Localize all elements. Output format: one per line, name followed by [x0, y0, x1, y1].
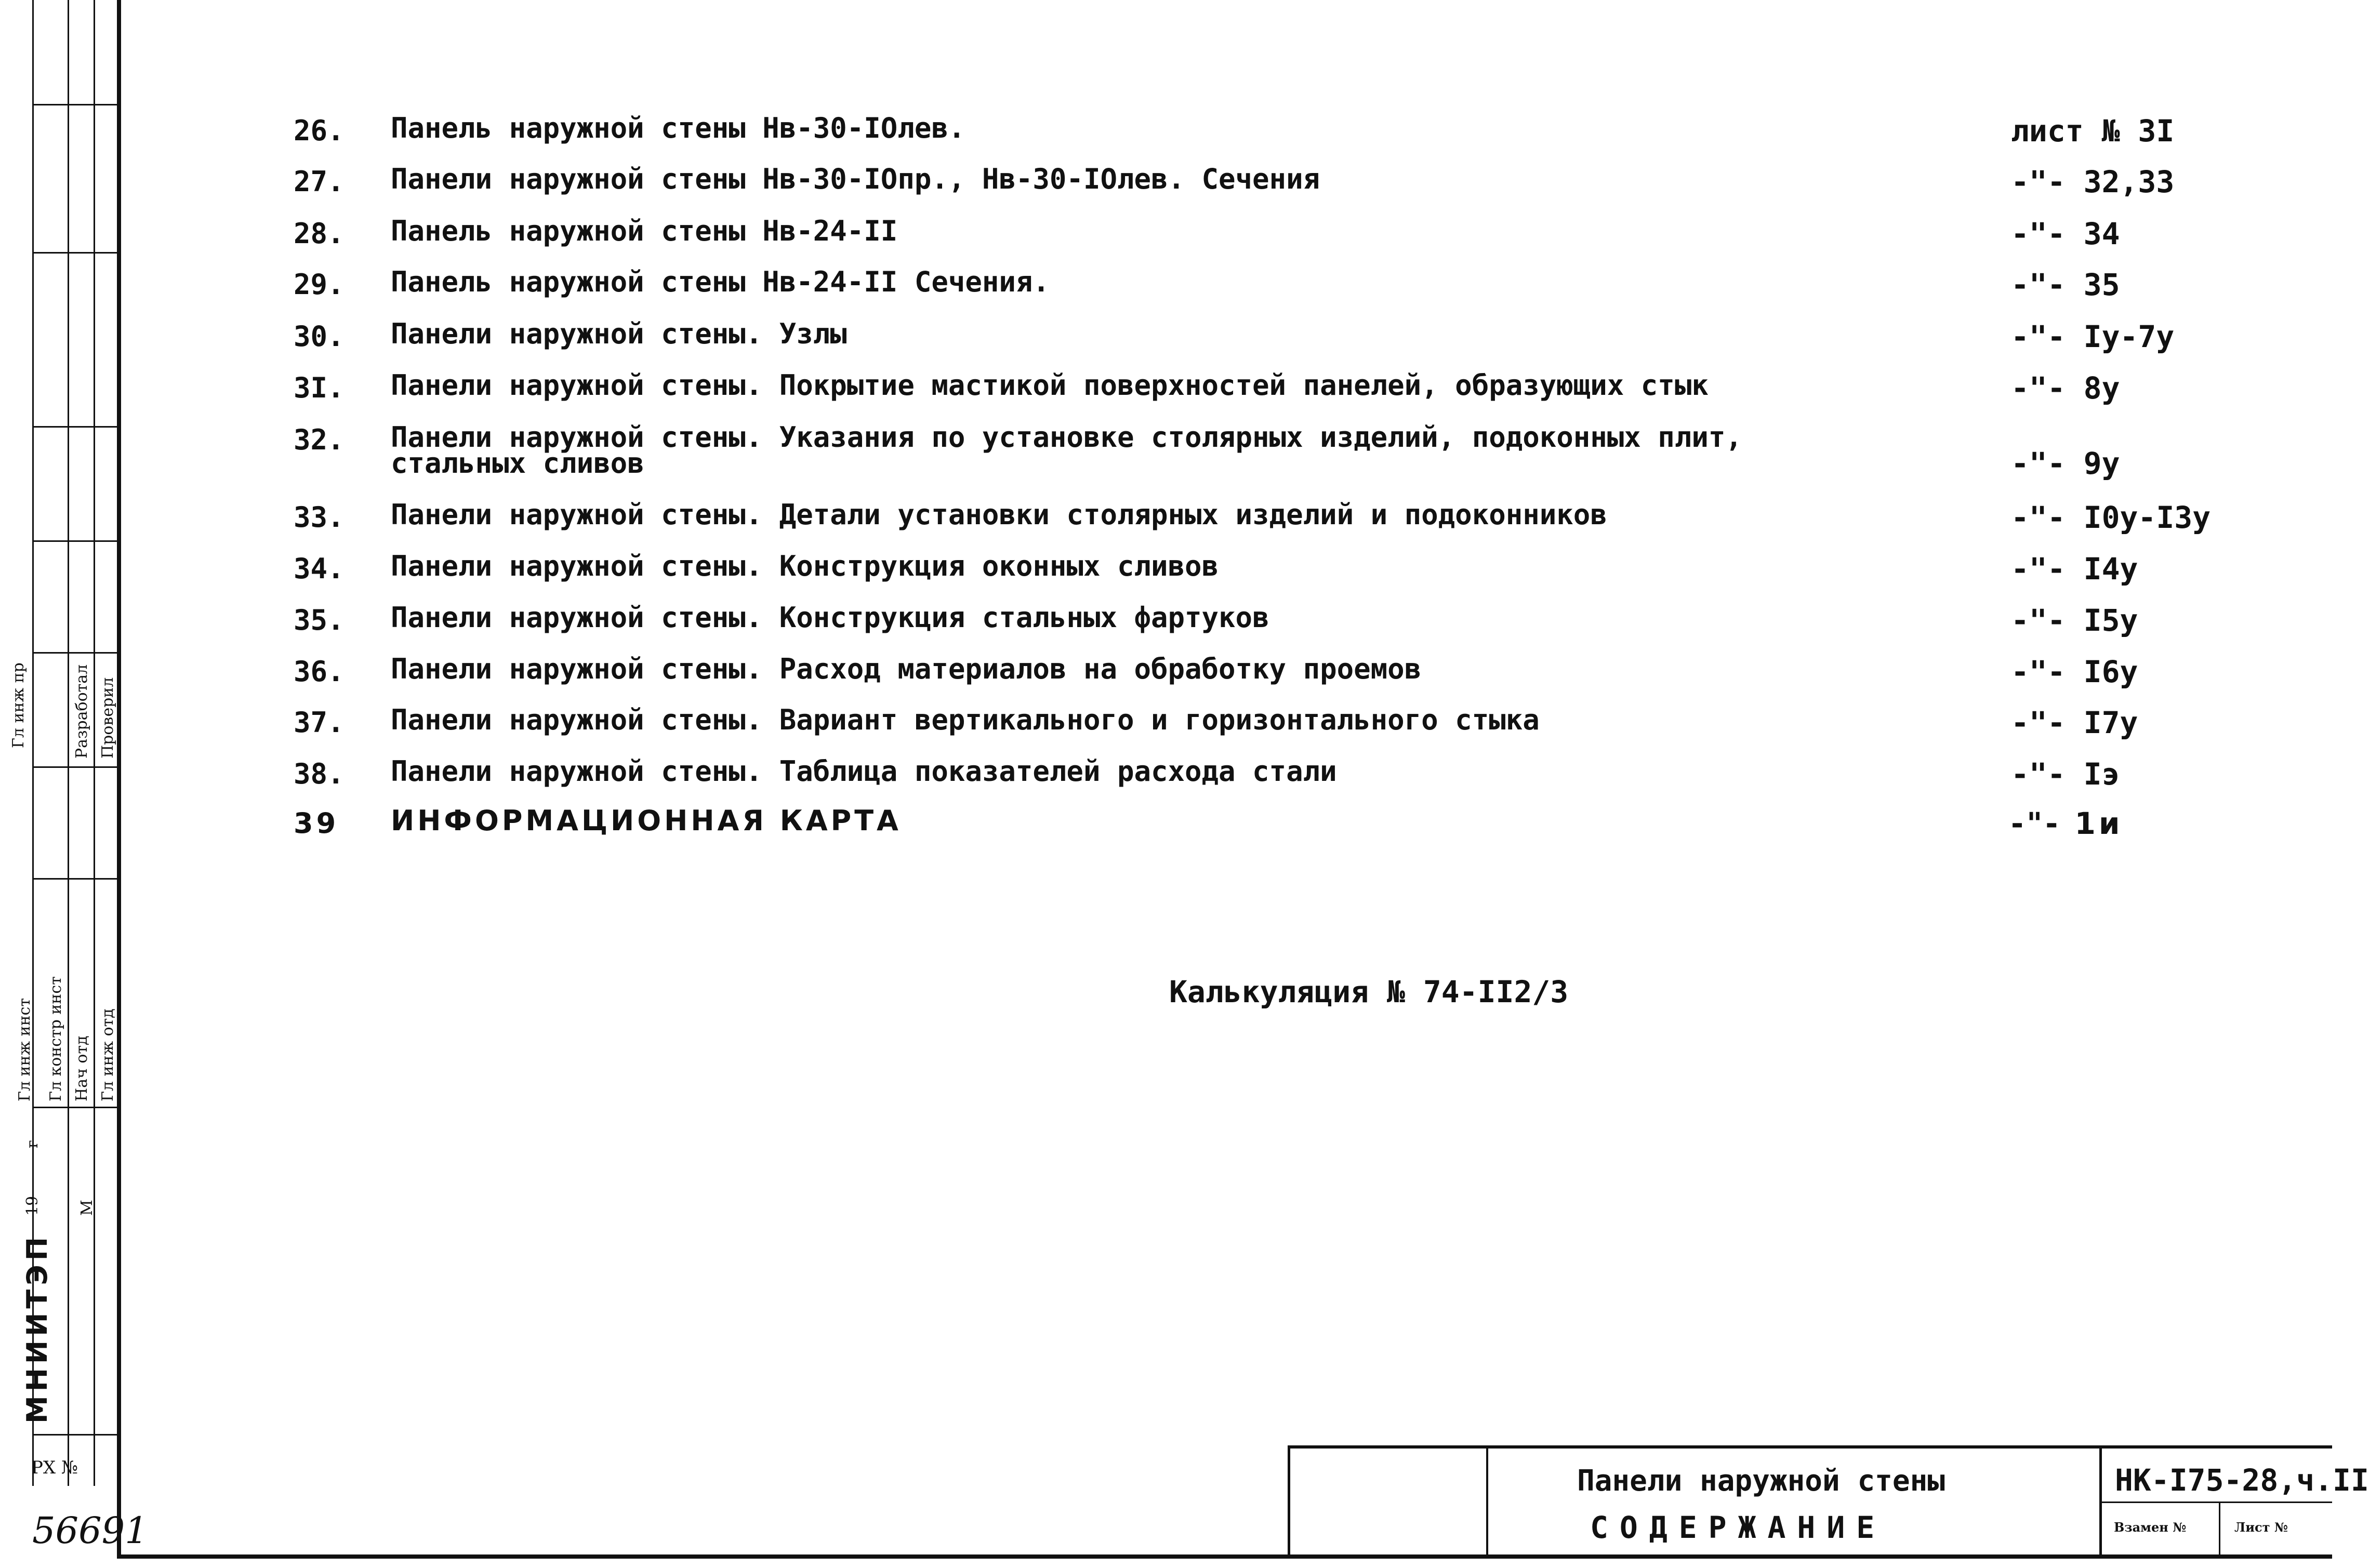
stamp-label-dept-head: Нач отд [73, 1035, 91, 1101]
entry-sheet-ref: лист № 3I [2011, 113, 2175, 149]
title-block-vline-4 [2219, 1501, 2220, 1557]
title-block-top-line [1288, 1445, 2332, 1449]
list-item [0, 112, 2332, 162]
entry-number: 32. [294, 423, 345, 456]
entry-number: 33. [294, 501, 345, 534]
entry-title: Панель наружной стены Нв-24-II Сечения. [391, 265, 1050, 298]
entry-title: Панели наружной стены. Узлы [391, 317, 847, 350]
entry-title: Панели наружной стены. Конструкция оконных сливов [391, 550, 1219, 582]
entry-title: Панели наружной стены Нв-30-IОпр., Нв-30-IОлев. Сечения [391, 163, 1320, 195]
entry-title: ИНФОРМАЦИОННАЯ КАРТА [391, 804, 902, 837]
title-block-hline-right [2099, 1501, 2332, 1503]
replaced-label: Взамен № [2114, 1520, 2187, 1535]
stamp-year-label: 19 [23, 1195, 42, 1216]
inventory-label: РХ № [31, 1457, 78, 1478]
entry-sheet-ref: -"- 35 [2011, 267, 2120, 302]
document-code: НК-I75-28,ч.II [2115, 1463, 2369, 1498]
entry-number: 28. [294, 217, 345, 250]
entry-number: 39 [294, 807, 339, 840]
entry-title: Панели наружной стены. Покрытие мастикой поверхностей панелей, образующих стык [391, 369, 1709, 402]
entry-title: Панели наружной стены. Детали установки столярных изделий и подоконников [391, 498, 1607, 531]
entry-title: Панели наружной стены. Вариант вертикального и горизонтального стыка [391, 703, 1540, 736]
entry-title: Панель наружной стены Нв-30-IОлев. [391, 112, 965, 144]
frame-bottom-line [117, 1554, 2332, 1559]
entry-sheet-ref: -"- Iэ [2011, 756, 2120, 792]
list-item [0, 653, 2332, 703]
stamp-m-label: М [78, 1200, 96, 1216]
list-item [0, 163, 2332, 213]
list-item [0, 369, 2332, 419]
list-item [0, 755, 2332, 805]
entry-number: 35. [294, 604, 345, 636]
entry-sheet-ref: -"- I6у [2011, 654, 2138, 689]
entry-number: 3I. [294, 371, 345, 404]
entry-title: Панели наружной стены. Конструкция стальных фартуков [391, 601, 1269, 634]
entry-sheet-ref: -"- I5у [2011, 603, 2138, 638]
stamp-label-chief-constructor: Гл констр инст [47, 976, 65, 1101]
entry-number: 36. [294, 655, 345, 688]
document-title: Панели наружной стены [1577, 1464, 1946, 1498]
list-item [0, 265, 2332, 316]
entry-title: Панели наружной стены. Таблица показателей расхода стали [391, 755, 1337, 788]
entry-sheet-ref: -"- 8у [2011, 370, 2120, 406]
title-block-vline-2 [1486, 1445, 1488, 1557]
sheet-title: СОДЕРЖАНИЕ [1590, 1510, 1886, 1545]
list-item [0, 550, 2332, 600]
inventory-number: 56691 [32, 1509, 148, 1552]
list-item [0, 215, 2332, 265]
entry-number: 29. [294, 268, 345, 301]
calculation-label: Калькуляция № 74-II2/3 [1169, 974, 1569, 1009]
entry-sheet-ref: -"- I0у-I3у [2011, 500, 2211, 535]
sheet-number-label: Лист № [2234, 1520, 2288, 1535]
entry-number: 38. [294, 758, 345, 790]
organization-mark: МНИИТЭП [21, 1233, 54, 1424]
list-item [0, 498, 2332, 549]
list-item [0, 421, 2332, 497]
list-item [0, 601, 2332, 652]
title-block-vline-1 [1288, 1445, 1290, 1557]
entry-number: 27. [294, 165, 345, 198]
entry-sheet-ref: -"- 32,33 [2011, 164, 2175, 200]
entry-sheet-ref: -"- I7у [2011, 705, 2138, 740]
list-item [0, 804, 2332, 855]
entry-number: 34. [294, 552, 345, 585]
entry-title: Панели наружной стены. Указания по установке столярных изделий, подоконных плит, стальных сливов [391, 421, 1742, 480]
entry-sheet-ref: -"- 34 [2011, 216, 2120, 251]
stamp-label-developed: Разработал [73, 664, 91, 759]
list-item [0, 317, 2332, 368]
stamp-label-chief-engineer: Гл инж пр [9, 662, 28, 748]
entry-title: Панели наружной стены. Расход материалов на обработку проемов [391, 653, 1422, 685]
stamp-label-dept-engineer: Гл инж отд [99, 1008, 117, 1101]
stamp-label-chief-inst-engineer: Гл инж инст [16, 998, 34, 1101]
entry-number: 26. [294, 114, 345, 147]
entry-title: Панель наружной стены Нв-24-II [391, 215, 898, 247]
entry-number: 30. [294, 320, 345, 353]
entry-sheet-ref: -"- 1и [2011, 806, 2123, 841]
entry-sheet-ref: -"- I4у [2011, 551, 2138, 587]
margin-hline-9 [32, 1434, 118, 1436]
entry-sheet-ref: -"- Iу-7у [2011, 319, 2175, 354]
stamp-label-checked: Проверил [99, 677, 117, 759]
entry-number: 37. [294, 706, 345, 739]
entry-sheet-ref: -"- 9у [2011, 446, 2120, 481]
margin-hline-8 [32, 1107, 118, 1108]
stamp-year-suffix: г [23, 1140, 42, 1148]
